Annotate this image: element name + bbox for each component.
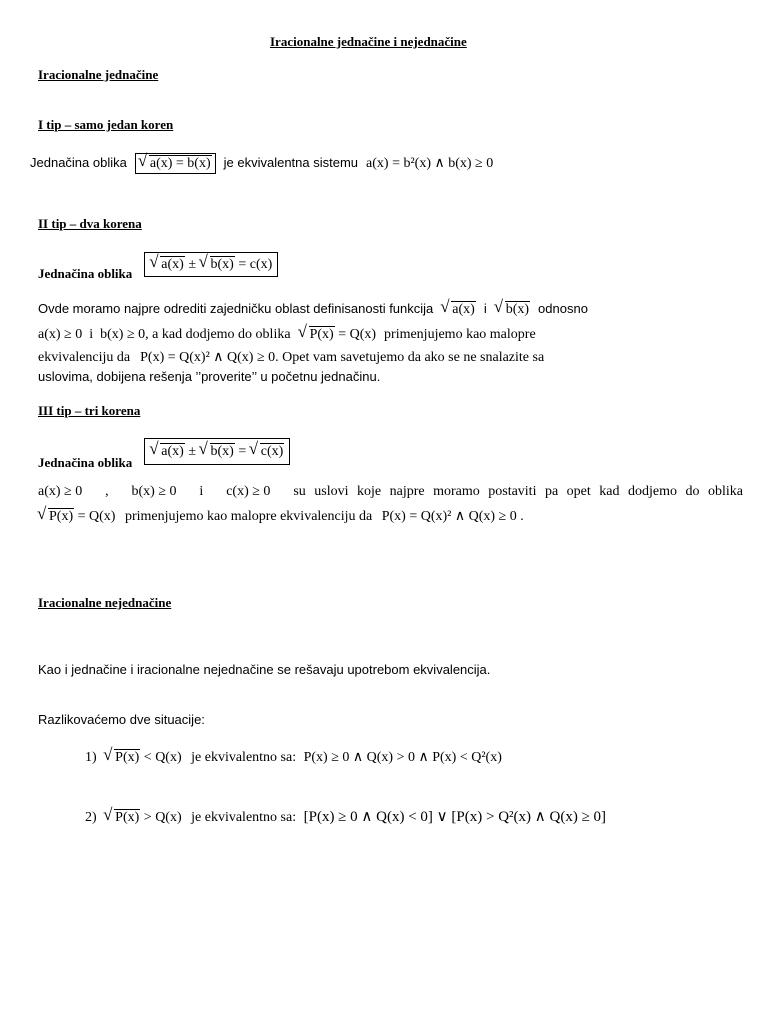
section-heading-inequalities: Iracionalne nejednačine [38,595,172,610]
tip2-line1-end: odnosno [538,301,588,316]
tip3-para-line1 [38,484,743,500]
tip2-line2-i: i [89,327,94,342]
tip3-formula-pm: ± [188,444,197,459]
case2-line [85,807,606,826]
tip3-formula-a: a(x) [161,444,184,459]
tip3-label: Jednačina oblika [38,455,133,470]
tip3-line1-comma: , [105,484,109,499]
tip2-line1-i: i [483,301,487,316]
tip2-formula-b: b(x) [210,257,234,272]
case2-formula: [P(x) ≥ 0 ∧ Q(x) < 0] ∨ [P(x) > Q²(x) ∧ Q(x) ≥ 0] [303,809,607,825]
case1-rad: P(x) [115,750,140,765]
tip1-formula: a(x) = b(x) [149,156,211,171]
tip1-heading: I tip – samo jedan koren [38,117,174,132]
tip3-line2-text: primenjujemo kao malopre ekvivalenciju da [124,509,373,524]
case2-number: 2) [85,810,97,825]
sec2-paragraph2: Razlikovaćemo dve situacije: [38,712,205,727]
tip2-heading: II tip – dva korena [38,216,142,231]
tip1-line [30,153,493,174]
tip3-formula-b: b(x) [210,444,234,459]
case2-rhs: > Q(x) [143,810,182,825]
tip3-line1-text: su uslovi koje najpre moramo postaviti pa opet kad dodjemo do oblika [293,484,743,499]
case1-formula: P(x) ≥ 0 ∧ Q(x) > 0 ∧ P(x) < Q²(x) [303,750,502,765]
tip2-line2-rad: P(x) [309,327,334,342]
tip2-line2-rhs: = Q(x) [338,327,377,342]
tip2-line1-a: a(x) [452,302,475,317]
tip2-line2-cond2: b(x) ≥ 0 [100,327,146,342]
tip3-line1-c3: c(x) ≥ 0 [226,484,271,499]
tip2-label: Jednačina oblika [38,266,133,281]
tip3-line2-rad: P(x) [49,509,74,524]
tip1-formula-box [135,153,216,174]
tip2-formula-rhs: = c(x) [238,257,273,272]
tip3-equation-line [38,438,290,470]
case1-mid: je ekvivalentno sa: [191,750,297,765]
tip2-line2-end: primenjujemo kao malopre [384,327,536,342]
tip3-formula-box [144,438,290,465]
case2-mid: je ekvivalentno sa: [191,810,297,825]
tip3-formula-c: c(x) [260,444,284,459]
tip2-formula-a: a(x) [161,257,184,272]
case2-rad: P(x) [115,810,140,825]
tip2-para-line3 [38,348,544,366]
tip2-equation-line [38,252,278,281]
tip2-para-line1 [38,300,588,318]
tip1-prefix: Jednačina oblika [30,155,127,170]
sec2-paragraph1: Kao i jednačine i iracionalne nejednačine se rešavaju upotrebom ekvivalencija. [38,662,491,677]
tip3-line2-rhs: = Q(x) [77,509,116,524]
tip2-line3-text: ekvivalenciju da [38,350,131,365]
document-title: Iracionalne jednačine i nejednačine [270,34,467,49]
tip1-mid: je ekvivalentna sistemu [223,155,359,170]
tip2-line1-text: Ovde moramo najpre odrediti zajedničku oblast definisanosti funkcija [38,301,434,316]
tip3-line1-c1: a(x) ≥ 0 [38,484,83,499]
tip2-line1-b: b(x) [505,302,530,317]
tip1-system: a(x) = b²(x) ∧ b(x) ≥ 0 [366,156,494,171]
case1-line [85,749,502,766]
tip3-formula-eq: = [238,444,247,459]
tip2-para-line2 [38,325,536,343]
tip2-line3-formula: P(x) = Q(x)² ∧ Q(x) ≥ 0 [140,350,276,365]
tip2-line2-text: , a kad dodjemo do oblika [145,327,291,342]
tip2-line3-end: . Opet vam savetujemo da ako se ne snalazite sa [275,350,545,365]
case1-rhs: < Q(x) [143,750,182,765]
tip2-para-line4: uslovima, dobijena rešenja ’’proverite’’ u početnu jednačinu. [38,369,381,384]
section-heading-equations: Iracionalne jednačine [38,67,159,82]
tip2-formula-pm: ± [188,257,197,272]
case1-number: 1) [85,750,97,765]
tip3-line2-formula: P(x) = Q(x)² ∧ Q(x) ≥ 0 . [381,509,524,524]
tip3-line1-i: i [199,484,204,499]
tip2-formula-box [144,252,278,277]
tip3-para-line2 [38,508,524,525]
tip2-line2-cond1: a(x) ≥ 0 [38,327,83,342]
tip3-heading: III tip – tri korena [38,403,141,418]
tip3-line1-c2: b(x) ≥ 0 [131,484,177,499]
